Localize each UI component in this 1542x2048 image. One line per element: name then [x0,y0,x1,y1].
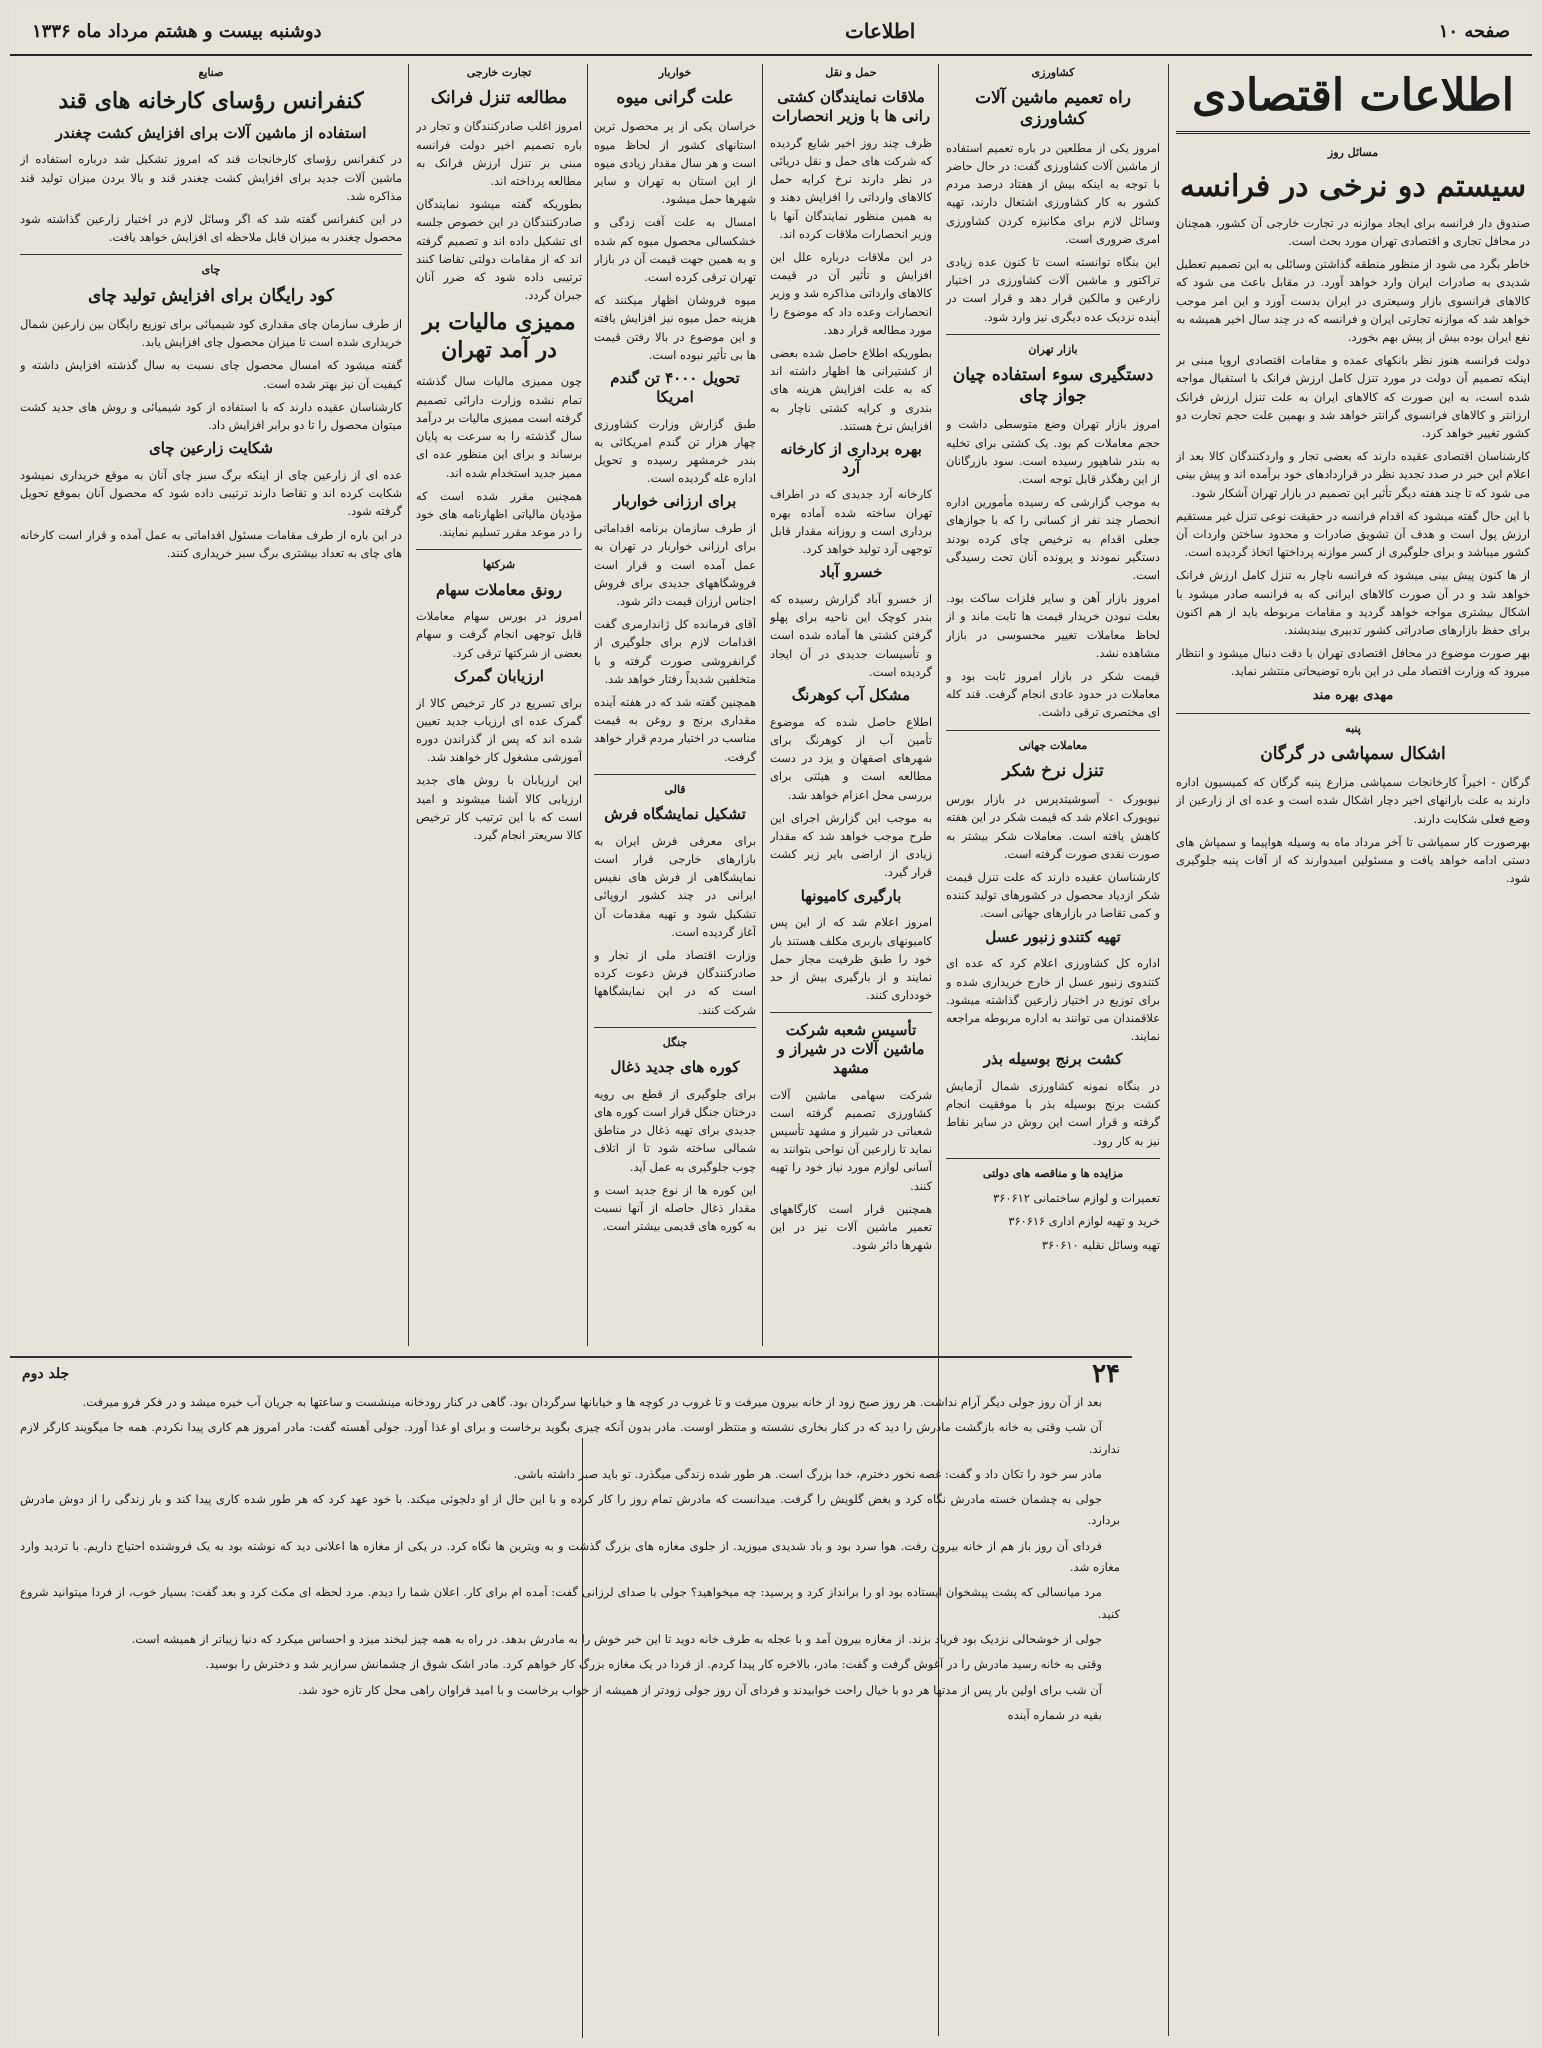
headline: کوره های جدید ذغال [610,1057,740,1076]
paragraph: میوه فروشان اظهار میکنند که هزینه حمل میوه نیز افزایش یافته و این موضوع در بالا رفتن قیمت ها بی تأثیر نبوده است. [594,293,756,362]
headline: شکایت زارعین چای [149,439,273,458]
headline: ممیزی مالیات بر در آمد تهران [422,309,576,363]
headline: راه تعمیم ماشین آلات کشاورزی [975,88,1131,130]
paragraph: مرد میانسالی که پشت پیشخوان ایستاده بود او را برانداز کرد و پرسید: چه میخواهید؟ جولی با صدای لرزانی گفت: آمده ام برای کار. اعلان شما را دیدم. مرد لحظه ای مکث کرد و بعد گفت: بسیار خوب، از فردا میتوانید شروع کنید. [20,1585,1120,1621]
column-rule [1168,64,1169,2036]
section-label: جنگل [662,1035,688,1049]
companies-box [416,549,582,844]
headline: ارزیابان گمرک [454,666,544,685]
tender-item: تهیه وسائل نقلیه ۳۶۰۶۱۰ [1041,1237,1160,1252]
paragraph: اطلاع حاصل شده که موضوع تأمین آب از کوهرنگ برای شهرهای اصفهان و یزد در دست مطالعه است و هیئتی برای بررسی محل اعزام خواهد شد. [770,714,932,802]
paragraph: از طرف سازمان برنامه اقداماتی برای ارزانی خواربار در تهران به عمل آمده است و قرار است فروشگاههای جدیدی برای فروش اجناس ارزان قیمت دائر شود. [594,521,756,608]
paragraph: در بنگاه نمونه کشاورزی شمال آزمایش کشت برنج بوسیله بذر با موفقیت انجام گرفته و قرار است این روش در سایر نقاط نیز به کار رود. [946,1079,1160,1148]
paragraph: کارشناسان عقیده دارند که علت تنزل قیمت شکر ازدیاد محصول در کشورهای تولید کننده و کمی تقاضا در بازارهای جهانی است. [946,869,1160,921]
headline: خسرو آباد [819,563,883,582]
headline: بارگیری کامیونها [800,886,902,905]
paragraph: به موجب این گزارش اجرای این طرح موجب خواهد شد که مقدار زیادی از اراضی بایر زیر کشت قرار گیرد. [770,810,932,880]
section-masthead: اطلاعات اقتصادی [1176,64,1530,134]
paragraph: طبق گزارش وزارت کشاورزی چهار هزار تن گندم امریکائی به بندر خرمشهر رسیده و تحویل اداره غله گردیده است. [594,416,756,486]
paragraph: چون ممیزی مالیات سال گذشته تمام نشده وزارت دارائی تصمیم گرفته است ممیزی مالیات بر درآمد سال گذشته را به سرعت به پایان برساند و برای این منظور عده ای ممیز جدید استخدام شده اند. [416,374,582,480]
paragraph: امسال به علت آفت زدگی و خشکسالی محصول میوه کم شده و به همین جهت قیمت آن در بازار تهران ترقی کرده است. [594,215,756,285]
section-label: چای [201,263,221,277]
paragraph: در این کنفرانس گفته شد که اگر وسائل لازم در اختیار زارعین گذاشته شود محصول چغندر به میزان قابل ملاحظه ای افزایش خواهد یافت. [20,212,402,245]
issue-date: دوشنبه بیست و هشتم مرداد ماه ۱۳۳۶ [32,20,322,42]
paper-name: اطلاعات [845,19,916,43]
paragraph: امروز در بورس سهام معاملات قابل توجهی انجام گرفت و سهام بعضی از شرکتها ترقی کرد. [416,609,582,660]
headline: تهیه کتندو زنبور عسل [985,927,1121,946]
paragraph: از طرف سازمان چای مقداری کود شیمیائی برای توزیع رایگان بین زارعین شمال خریداری شده است تا میزان محصول چای افزایش یابد. [20,316,402,350]
carpet-box [594,774,756,1019]
tenders-box [946,1158,1160,1254]
tea-box [20,254,402,561]
paragraph: در این ملاقات درباره علل این افزایش و تأثیر آن در قیمت کالاهای وارداتی مذاکره شد و وزیر انحصارات وعده داد که موضوع را مورد مطالعه قرار دهد. [770,249,932,337]
headline: علت گرانی میوه [616,88,734,109]
paragraph: همچنین مقرر شده است که مؤدیان مالیاتی اظهارنامه های خود را در موعد مقرر تسلیم نمایند. [416,488,582,540]
serial-header [10,1359,1132,1389]
newspaper-page [10,8,1532,2040]
tender-item: تعمیرات و لوازم ساختمانی ۳۶۰۶۱۲ [993,1191,1160,1206]
world-trade-box [946,730,1160,1150]
paragraph: بهر صورت موضوع در محافل اقتصادی تهران با دقت دنبال میشود و انتظار میرود که وزارت اقتصاد ملی در این باره توضیحاتی منتشر نماید. [1176,646,1530,679]
paragraph: همچنین گفته شد که در هفته آینده مقداری برنج و روغن به قیمت مناسب در اختیار مردم قرار خواهد گرفت. [594,694,756,764]
headline: تحویل ۴۰۰۰ تن گندم امریکا [610,369,740,406]
paragraph: گفته میشود که امسال محصول چای نسبت به سال گذشته افزایش داشته و کیفیت آن نیز بهتر شده است. [20,358,402,391]
paragraph: برای معرفی فرش ایران به بازارهای خارجی قرار است نمایشگاهی از فرش های نفیس ایرانی در چند کشور اروپائی تشکیل شود و تهیه مقدمات آن آغاز گردیده است. [594,833,756,939]
section-label: تجارت خارجی [466,66,532,79]
paragraph: آن شب برای اولین بار پس از مدتها هر دو با خیال راحت خوابیدند و فردای آن روز جولی زودتر از همیشه از خواب برخاست و با امید فراوان راهی محل کار تازه خود شد. [298,1682,1102,1697]
section-label: صنایع [198,66,224,79]
headline: اشکال سمپاشی در گرگان [1260,743,1446,764]
paragraph: از ها کنون پیش بینی میشود که فرانسه ناچار به تنزل کامل ارزش فرانک خواهد شد و در آن صورت کالاهای ایرانی که به فرانسه صادر میشود با اشکال بیشتری مواجه خواهد گردید و مقامات مربوطه باید از هم اکنون برای حفظ بازارهای صادراتی کشور تدبیری بیندیشند. [1176,568,1530,637]
paragraph: آقای فرمانده کل ژاندارمری گفت اقدامات لازم برای جلوگیری از گرانفروشی صورت گرفته و با متخلفین شدیداً رفتار خواهد شد. [594,617,756,686]
paragraph: امروز اغلب صادرکنندگان و تجار در باره تصمیم اخیر دولت فرانسه مبنی بر تنزل ارزش فرانک به مطالعه پرداخته اند. [416,119,582,189]
subheadline: استفاده از ماشین آلات برای افزایش کشت چغندر [55,123,367,142]
paragraph: آن شب وقتی به خانه بازگشت مادرش را دید که در کنار بخاری نشسته و منتظر اوست. مادر بدون آنکه چیزی بگوید برخاست و برای او غذا آورد. جولی آهسته گفت: مادر امروز هم کاری پیدا نکردم. همه جا میگویند کارگر لازم ندارند. [20,1420,1120,1456]
paragraph: بقیه در شماره آینده [1007,1707,1102,1722]
paragraph: همچنین قرار است کارگاههای تعمیر ماشین آلات نیز در این شهرها دائر شود. [770,1201,932,1253]
paragraph: صندوق دار فرانسه برای ایجاد موازنه در تجارت خارجی آن کشور، همچنان در محافل تجاری و اقتصادی تهران مورد بحث است. [1176,215,1530,248]
headline: مطالعه تنزل فرانک [430,88,568,109]
paragraph: بطوریکه گفته میشود نمایندگان صادرکنندگان در این خصوص جلسه ای تشکیل داده اند و تصمیم گرفته اند که از مقامات دولتی تقاضا کنند ترتیبی داده شود که ضرر آنان جبران گردد. [416,197,582,303]
paragraph: خاطر بگرد می شود از منظور منطقه گذاشتن وسائلی به این تصمیم تعطیل شدیدی به صادرات ایران وارد خواهد آورد. در مقابل باعث می شود که کالاهای فرانسوی بازار وسیعتری در ایران بدست آورد و این امر موجب خواهد شد که موازنه تجارتی ایران و فرانسه که در چند سال اخیر همیشه به نفع ایران بوده بیش از پیش بهم بخورد. [1176,257,1530,344]
headline: تنزل نرخ شکر [1002,760,1104,781]
paragraph: این بنگاه توانسته است تا کنون عده زیادی تراکتور و ماشین آلات کشاورزی در اختیار زارعین و مالکین قرار دهد و قرار است در آینده نزدیک عده دیگری نیز وارد شود. [946,254,1160,324]
market-box [946,334,1160,722]
paragraph: قیمت شکر در بازار امروز ثابت بود و معاملات در حدود عادی انجام گرفت. قند کله ای مختصری ترقی داشت. [946,669,1160,720]
headline: دستگیری سوء استفاده چیان جواز چای [952,364,1154,407]
headline: کنفرانس رؤسای کارخانه های قند [58,88,364,115]
paragraph: ظرف چند روز اخیر شایع گردیده که شرکت های حمل و نقل دریائی در نظر دارند نرخ کرایه حمل کالاهای وارداتی را افزایش دهند و به همین منظور نمایندگان آنها با وزیر انحصارات ملاقات کرده اند. [770,135,932,241]
headline: برای ارزانی خواربار [613,492,737,511]
serial-volume: جلد دوم [22,1366,70,1382]
paragraph: این کوره ها از نوع جدید است و مقدار ذغال حاصله از آنها نسبت به کوره های قدیمی بیشتر است. [594,1182,756,1234]
paragraph: به موجب گزارشی که رسیده مأمورین اداره انحصار چند نفر از کسانی را که با جوازهای جعلی اقدام به ترخیص چای کرده بودند دستگیر نمودند و پرونده آنان تحت رسیدگی است. [946,495,1160,583]
paragraph: این ارزیابان با روش های جدید ارزیابی کالا آشنا میشوند و امید است که با این ترتیب کار ترخیص کالا سریعتر انجام گیرد. [416,773,582,843]
section-label: خواربار [658,66,692,79]
paragraph: خراسان یکی از پر محصول ترین استانهای کشور از لحاظ میوه است و هر سال مقدار زیادی میوه از این استان به تهران و سایر شهرها حمل میشود. [594,119,756,207]
section-label: بازار تهران [1028,342,1078,356]
paragraph: وقتی به خانه رسید مادرش را در آغوش گرفت و گفت: مادر، بالاخره کار پیدا کردم. از فردا در یک مغازه بزرگ کار خواهم کرد. مادر اشک شوق از چشمانش سرازیر شد و دخترش را بوسید. [205,1657,1102,1672]
paragraph: جولی به چشمان خسته مادرش نگاه کرد و بغض گلویش را گرفت. میدانست که مادرش تمام روز را کار کرده و با این حال از او دلجوئی میکند. با خود عهد کرد که هر طور شده کاری پیدا کند و بار زندگی را از دوش مادرش بردارد. [20,1492,1120,1528]
section-label: شرکتها [482,558,516,572]
section-label: معاملات جهانی [1018,738,1088,752]
headline: بهره برداری از کارخانه آرد [780,439,922,477]
paragraph: امروز بازار تهران وضع متوسطی داشت و حجم معاملات کم بود. یک کشتی برای تخلیه به بندر شاهپور رسیده است. سود بازرگانان از این رهگذر قابل توجه است. [946,417,1160,487]
paragraph: در کنفرانس رؤسای کارخانجات قند که امروز تشکیل شد درباره استفاده از ماشین آلات جدید برای افزایش کشت چغندر قند و بالا بردن میزان تولید قند مذاکره شد. [20,152,402,203]
headline: کشت برنج بوسیله بذر [983,1050,1123,1069]
paragraph: در این باره از طرف مقامات مسئول اقداماتی به عمل آمده و قرار است کارخانه های چای به تعداد بیشتری برگ سبز خریداری کنند. [20,527,402,560]
paragraph: امروز یکی از مطلعین در باره تعمیم استفاده از ماشین آلات کشاورزی گفت: در حال حاضر با توجه به اینکه بیش از هفتاد درصد مردم کشور به کار کشاورزی اشتغال دارند، تهیه وسائل لازم برای مکانیزه کردن کشاورزی امری ضروری است. [946,140,1160,246]
paragraph: امروز اعلام شد که از این پس کامیونهای باربری مکلف هستند بار خود را طبق ظرفیت مجاز حمل نمایند و از بارگیری بیش از حد خودداری کنند. [770,915,932,1003]
paragraph: کارشناسان اقتصادی عقیده دارند که بعضی تجار و واردکنندگان کالا بعد از اعلام این خبر در صدد تجدید نظر در قراردادهای خود برآمده اند و پیش بینی می شود که تا چند هفته دیگر تأثیر این تصمیم در بازار تهران آشکار شود. [1176,449,1530,500]
column-rule [587,64,588,1346]
tender-item: خرید و تهیه لوازم اداری ۳۶۰۶۱۶ [1008,1214,1160,1229]
serial-number: ۲۴ [1092,1359,1120,1389]
paragraph: از خسرو آباد گزارش رسیده که بندر کوچک این ناحیه برای پهلو گرفتن کشتی ها آماده شده است و تأسیسات جدیدی در آن ایجاد گردیده است. [770,592,932,679]
paragraph: گرگان - اخیراً کارخانجات سمپاشی مزارع پنبه گرگان که کمیسیون اداره دارند به علت بارانهای اخیر دچار اشکال شده است و عده ای از زارعین از وضع فعلی شکایت دارند. [1176,775,1530,826]
headline: مشکل آب کوهرنگ [791,686,911,705]
paragraph: امروز بازار آهن و سایر فلزات ساکت بود. بعلت نبودن خریدار قیمت ها ثابت ماند و از لحاظ معاملات تغییر محسوسی در بازار مشاهده نشد. [946,591,1160,660]
column-rule [762,64,763,1346]
column-economic [1176,64,1530,2034]
paragraph: نیویورک - آسوشیتدپرس در بازار بورس نیویورک اعلام شد که قیمت شکر در این هفته کاهش یافته است. معاملات شکر بیشتر به صورت نقدی صورت گرفته است. [946,792,1160,861]
section-label: مزایده ها و مناقصه های دولتی [982,1166,1124,1180]
headline: کود رایگان برای افزایش تولید چای [88,285,334,306]
section-label: پنبه [1345,721,1361,735]
paragraph: بعد از آن روز جولی دیگر آرام نداشت. هر روز صبح زود از خانه بیرون میرفت و تا غروب در کوچه ها و خیابانها سرگردان بود. گاهی در کنار رودخانه مینشست و ساعتها به جریان آب خیره میشد و در فکر فرو میرفت. [82,1395,1102,1409]
forest-box [594,1027,756,1236]
section-label: کشاورزی [1031,66,1075,79]
paragraph: با این حال گفته میشود که اقدام فرانسه در حقیقت نوعی تنزل غیر مستقیم ارزش پول است و هدف آن تشویق صادرات و محدود ساختن واردات آن کشور میباشد و برای جلوگیری از کسر موازنه پرداختها اتخاذ گردیده است. [1176,508,1530,560]
paragraph: بطوریکه اطلاع حاصل شده بعضی از کشتیرانی ها اظهار داشته اند که به علت افزایش هزینه های بندری و کرایه کشتی ناچار به افزایش نرخ هستند. [770,345,932,433]
paragraph: فردای آن روز باز هم از خانه بیرون رفت. هوا سرد بود و باد شدیدی میوزید. از جلوی مغازه های بزرگ گذشت و به ویترین ها نگاه کرد. در یکی از مغازه ها اعلانی دید که نوشته بود به یک فروشنده احتیاج داریم. با تردید وارد مغازه شد. [20,1538,1120,1575]
page-header [10,8,1532,56]
headline: تشکیل نمایشگاه فرش [604,805,746,823]
paragraph: کارشناسان عقیده دارند که با استفاده از کود شیمیائی و روش های جدید کشت میتوان محصول را تا دو برابر افزایش داد. [20,399,402,432]
section-label: قالی [664,782,686,796]
paragraph: دولت فرانسه هنوز نظر بانکهای عمده و مقامات اقتصادی اروپا مبنی بر اینکه تصمیم آن دولت در مورد تنزل کامل ارزش فرانک با استقبال مواجه شده است، به این صورت که کالاهای ایران به علت تنزل ارزش فرانک ارزانتر و کالاهای فرانسوی گرانتر خواهد شد و بهمین علت حجم تجارت دو کشور تغییر خواهد کرد. [1176,353,1530,440]
section-label: حمل و نقل [825,66,877,79]
paragraph: جولی از خوشحالی نزدیک بود فریاد بزند. از مغازه بیرون آمد و با عجله به طرف خانه دوید تا این خبر خوش را به مادرش بدهد. در راه به همه چیز لبخند میزد و احساس میکرد که دنیا زیباتر از همیشه است. [131,1631,1102,1646]
paragraph: شرکت سهامی ماشین آلات کشاورزی تصمیم گرفته است شعباتی در شیراز و مشهد تأسیس نماید تا زارعین آن نواحی بتوانند به آسانی لوازم مورد نیاز خود را تهیه کنند. [770,1087,932,1193]
machinery-box [770,1012,932,1254]
paragraph: بهرصورت کار سمپاشی تا آخر مرداد ماه به وسیله هواپیما و سمپاش های دستی ادامه خواهد یافت و مسئولین امیدوارند که از آفات پنبه جلوگیری شود. [1176,834,1530,886]
column-industry [20,64,402,1346]
paragraph: اداره کل کشاورزی اعلام کرد که عده ای کتندوی زنبور عسل از خارج خریداری شده و برای توزیع در اختیار زارعین گذاشته میشود. علاقمندان می توانند به اداره مربوطه مراجعه نمایند. [946,956,1160,1044]
cotton-box [1176,713,1530,888]
serial-story [10,1356,1132,2038]
headline: سیستم دو نرخی در فرانسه [1179,169,1527,205]
column-foreign-trade [416,64,582,1346]
paragraph: برای جلوگیری از قطع بی رویه درختان جنگل قرار است کوره های جدیدی برای تهیه ذغال در مناطق شمالی ساخته شود تا از اتلاف چوب جلوگیری به عمل آید. [594,1086,756,1174]
page-number: صفحه ۱۰ [1438,20,1510,42]
column-rule [408,64,409,1346]
paragraph: عده ای از زارعین چای از اینکه برگ سبز چای آنان به موقع خریداری نمیشود شکایت کرده اند و تقاضا دارند ترتیبی داده شود که محصول آنان بموقع تحویل گرفته شود. [20,467,402,519]
paragraph: وزارت اقتصاد ملی از تجار و صادرکنندگان فرش دعوت کرده است که در این نمایشگاهها شرکت کنند. [594,947,756,1017]
paragraph: برای تسریع در کار ترخیص کالا از گمرک عده ای ارزیاب جدید تعیین شده اند که پس از گذراندن دوره آموزشی مشغول کار خواهند شد. [416,695,582,765]
section-label: مسائل روز [1327,146,1379,159]
paragraph: مادر سر خود را تکان داد و گفت: غصه نخور دخترم، خدا بزرگ است. هر طور شده زندگی میگذرد. تو باید صبر داشته باشی. [513,1466,1102,1481]
serial-body [20,1392,1120,2032]
headline: ملاقات نمایندگان کشتی رانی ها با وزیر انحصارات [771,88,931,125]
headline: تأسیس شعبه شرکت ماشین آلات در شیراز و مشهد [777,1021,925,1077]
headline: رونق معاملات سهام [436,580,562,599]
paragraph: کارخانه آرد جدیدی که در اطراف تهران ساخته شده آماده بهره برداری است و روزانه مقدار قابل توجهی آرد تولید خواهد کرد. [770,487,932,557]
author-signature: مهدی بهره مند [1312,687,1394,703]
